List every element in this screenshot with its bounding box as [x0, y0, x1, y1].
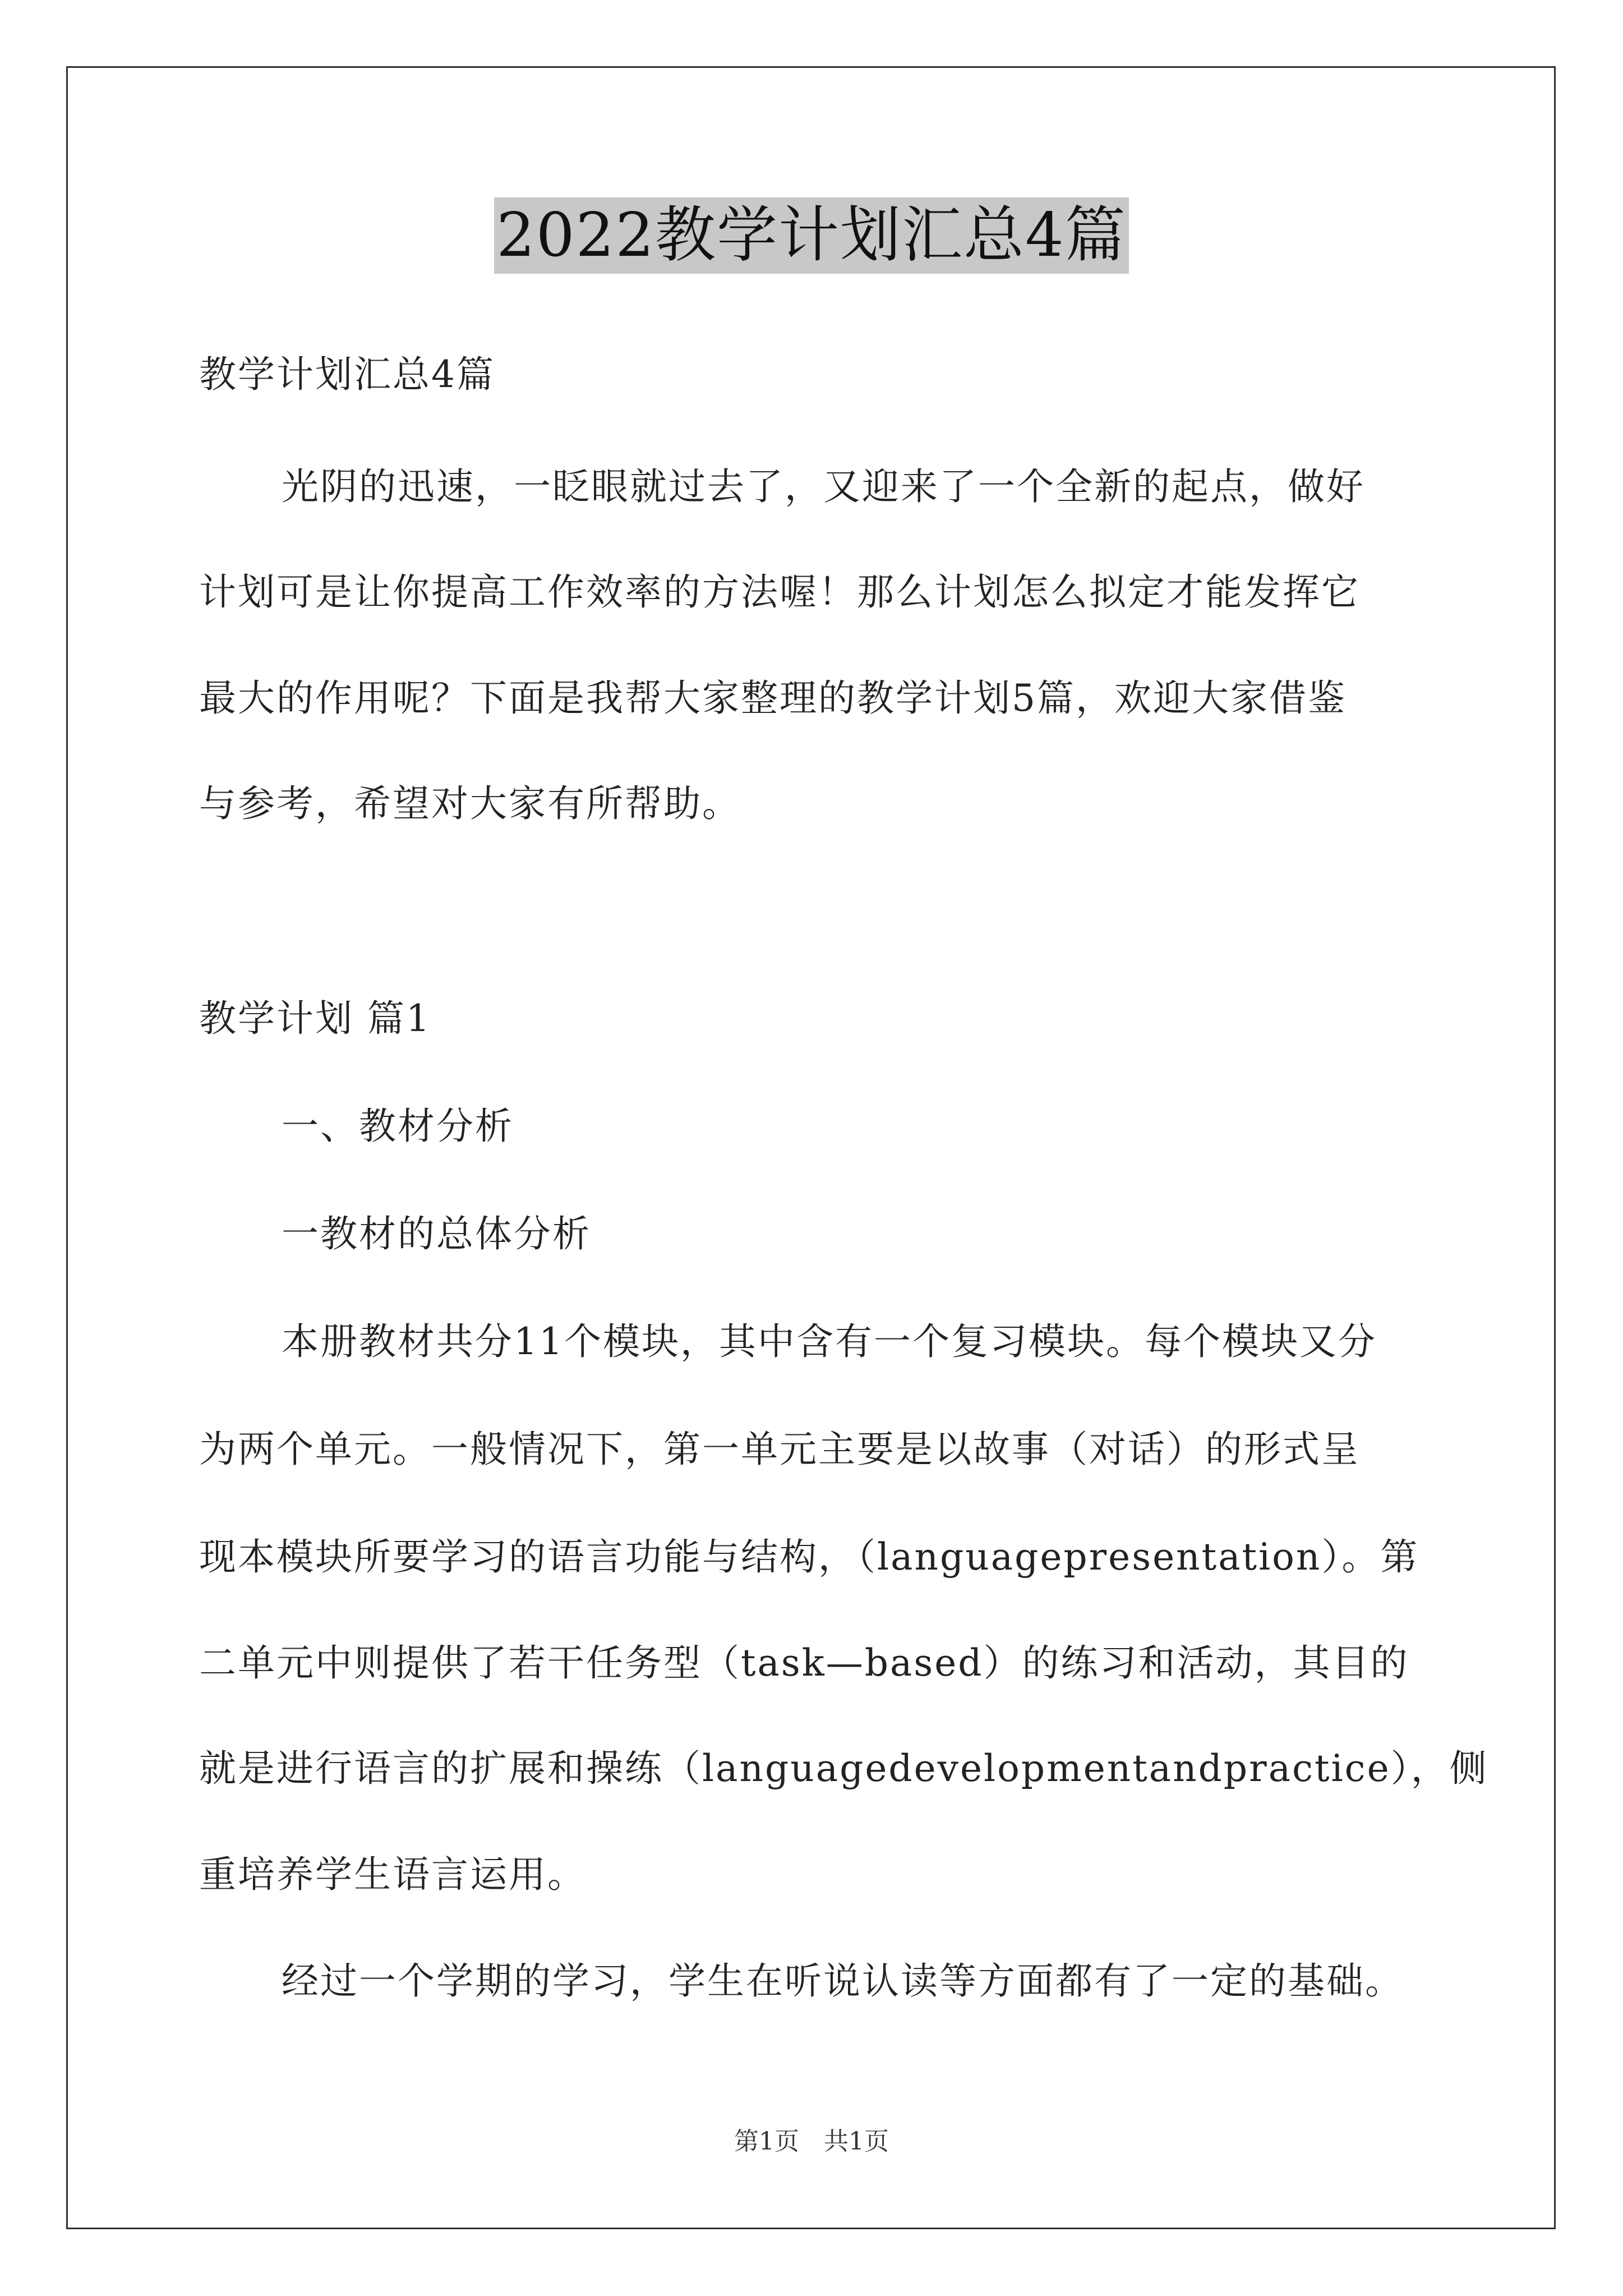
paragraph-line: 光阴的迅速，一眨眼就过去了，又迎来了一个全新的起点，做好: [282, 465, 1365, 508]
title-area: [0, 197, 1623, 274]
paragraph-line: 为两个单元。一般情况下，第一单元主要是以故事（对话）的形式呈: [199, 1428, 1360, 1471]
paragraph-line: 计划可是让你提高工作效率的方法喔！那么计划怎么拟定才能发挥它: [199, 570, 1360, 614]
document-title: 2022教学计划汇总4篇: [494, 197, 1129, 274]
paragraph-line: 就是进行语言的扩展和操练（languagedevelopmentandpractice），侧: [199, 1747, 1488, 1790]
subtitle-line: 教学计划汇总4篇: [199, 353, 495, 396]
paragraph-line: 本册教材共分11个模块，其中含有一个复习模块。每个模块又分: [282, 1320, 1377, 1363]
paragraph-line: 与参考，希望对大家有所帮助。: [199, 782, 741, 825]
section-heading: 教学计划 篇1: [199, 997, 431, 1040]
paragraph-line: 经过一个学期的学习，学生在听说认读等方面都有了一定的基础。: [282, 1959, 1404, 2003]
paragraph-line: 二单元中则提供了若干任务型（task—based）的练习和活动，其目的: [199, 1641, 1409, 1685]
page-number: 第1页 共1页: [734, 2127, 889, 2156]
paragraph-line: 重培养学生语言运用。: [199, 1853, 586, 1896]
subsection-heading: 一、教材分析: [282, 1105, 514, 1148]
paragraph-line: 现本模块所要学习的语言功能与结构，（languagepresentation）。第: [199, 1535, 1419, 1579]
paragraph-line: 最大的作用呢？下面是我帮大家整理的教学计划5篇，欢迎大家借鉴: [199, 677, 1347, 720]
subsection-heading: 一教材的总体分析: [282, 1212, 591, 1255]
